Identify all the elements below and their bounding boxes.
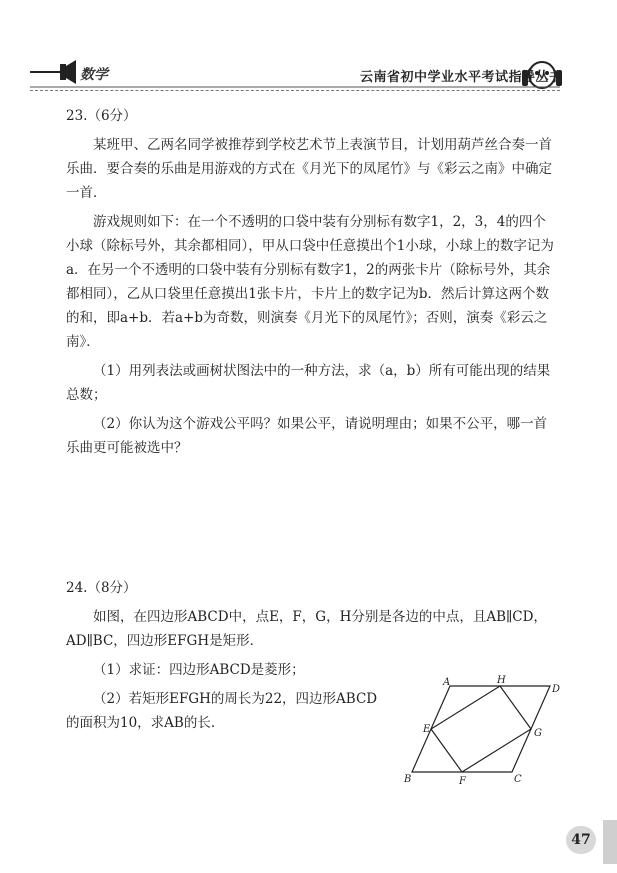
series-title: 云南省初中学业水平考试指导丛书 <box>360 70 563 85</box>
label-h: H <box>497 675 506 686</box>
question-23-part1: （1）用列表法或画树状图法中的一种方法，求（a，b）所有可能出现的结果总数； <box>66 363 551 403</box>
question-23-intro: 某班甲、乙两名同学被推荐到学校艺术节上表演节目，计划用葫芦丝合奏一首乐曲．要合奏的乐曲是用游戏的方式在《月光下的凤尾竹》与《彩云之南》中确定一首． <box>66 137 552 201</box>
question-24-intro: 如图，在四边形ABCD中，点E，F，G，H分别是各边的中点，且AB∥CD，AD∥BC，四边形EFGH是矩形． <box>66 609 547 649</box>
label-f: F <box>459 776 466 787</box>
label-e: E <box>423 724 431 735</box>
label-c: C <box>514 774 522 785</box>
rectangle-efgh <box>431 686 531 772</box>
page-edge-tab <box>603 820 617 864</box>
header-divider <box>30 90 560 91</box>
question-23-part2: （2）你认为这个游戏公平吗？如果公平，请说明理由；如果不公平，哪一首乐曲更可能被选中？ <box>66 416 548 456</box>
question-24-part1: （1）求证：四边形ABCD是菱形； <box>93 662 305 678</box>
rhombus-figure <box>400 672 570 792</box>
label-d: D <box>552 684 561 695</box>
rhombus-abcd <box>412 686 550 772</box>
label-b: B <box>404 774 412 785</box>
subject-label: 数学 <box>80 67 108 83</box>
page-header <box>0 0 617 100</box>
headphones-icon <box>0 0 617 100</box>
label-a: A <box>443 677 451 688</box>
page-number: 47 <box>566 826 596 854</box>
label-g: G <box>534 728 542 739</box>
question-23-number: 23.（6分） <box>66 108 137 124</box>
question-24-part2: （2）若矩形EFGH的周长为22，四边形ABCD的面积为10，求AB的长． <box>66 691 378 731</box>
question-23 <box>66 104 556 460</box>
question-23-rules: 游戏规则如下：在一个不透明的口袋中装有分别标有数字1，2，3，4的四个小球（除标号外，其余都相同），甲从口袋中任意摸出个1小球，小球上的数字记为a．在另一个不透明的口袋中装有分别标有数字1，2的两张卡片（除标号外，其余都相同），乙从口袋里任意摸出1张卡片，卡片上的数字记为b．然后计算这两个数的和，即a+b．若a+b为奇数，则演奏《月光下的凤尾竹》；否则，演奏《彩云之南》． <box>66 214 554 350</box>
question-24-number: 24.（8分） <box>66 580 137 596</box>
